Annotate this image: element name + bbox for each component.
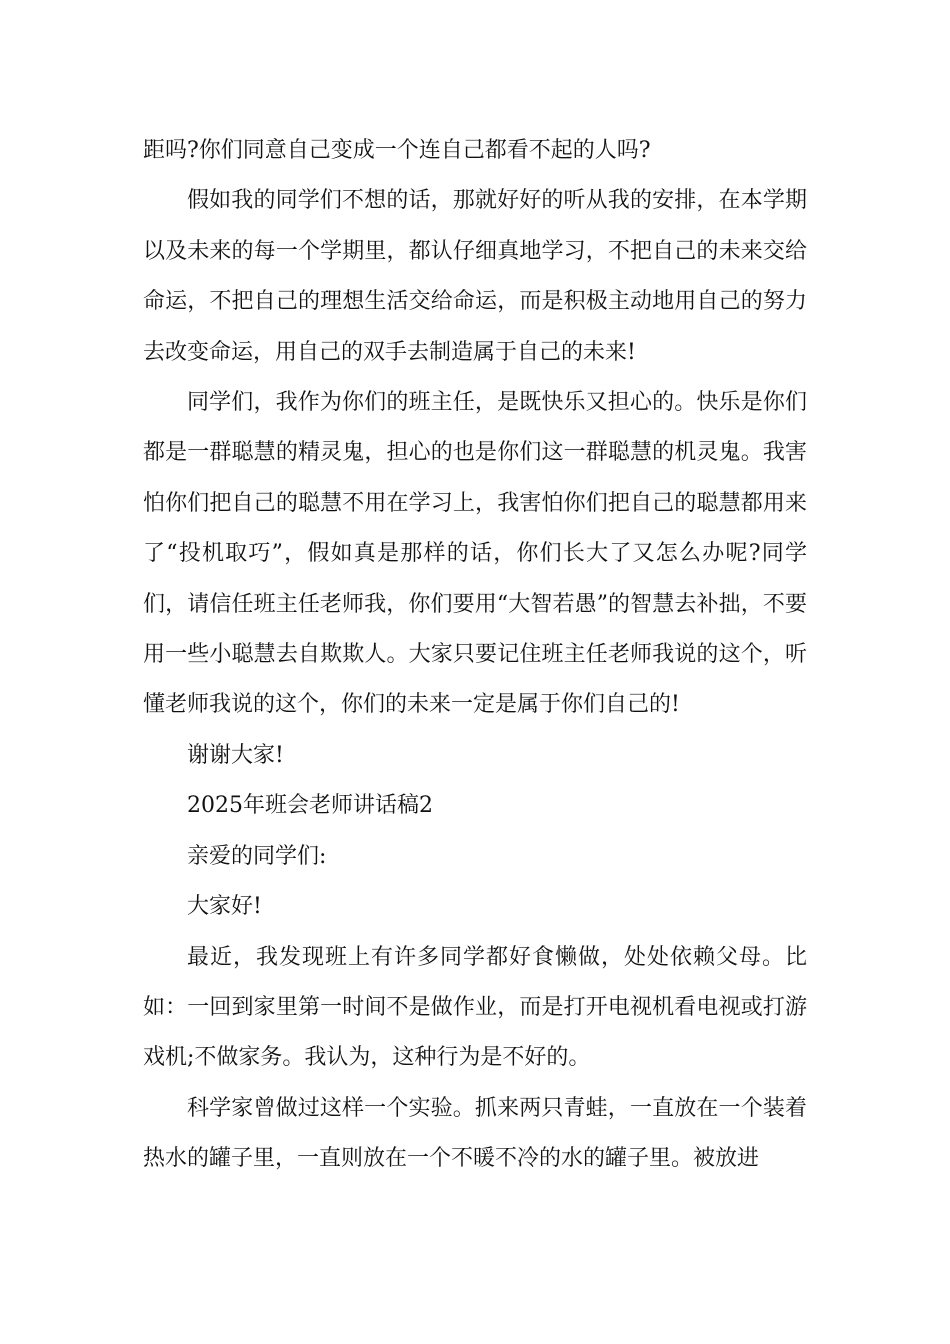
paragraph-4: 最近，我发现班上有许多同学都好食懒做，处处依赖父母。比如：一回到家里第一时间不是做作业，而是打开电视机看电视或打游戏机;不做家务。我认为，这种行为是不好的。 xyxy=(143,944,807,1071)
section-heading: 2025年班会老师讲话稿2 xyxy=(187,793,433,819)
paragraph-5: 科学家曾做过这样一个实验。抓来两只青蛙，一直放在一个装着热水的罐子里，一直则放在一个不暖不冷的水的罐子里。被放进 xyxy=(143,1095,807,1172)
paragraph-1: 距吗?你们同意自己变成一个连自己都看不起的人吗? xyxy=(143,138,651,163)
greeting: 大家好! xyxy=(187,894,262,920)
paragraph-thanks: 谢谢大家! xyxy=(187,742,284,768)
salutation: 亲爱的同学们: xyxy=(187,843,327,869)
paragraph-2: 假如我的同学们不想的话，那就好好的听从我的安排，在本学期以及未来的每一个学期里，都认仔细真地学习，不把自己的未来交给命运，不把自己的理想生活交给命运，而是积极主动地用自己的努力去改变命运，用自己的双手去制造属于自己的未来! xyxy=(143,188,807,365)
document-body xyxy=(143,126,807,1185)
paragraph-3: 同学们，我作为你们的班主任，是既快乐又担心的。快乐是你们都是一群聪慧的精灵鬼，担心的也是你们这一群聪慧的机灵鬼。我害怕你们把自己的聪慧不用在学习上，我害怕你们把自己的聪慧都用来了“投机取巧”，假如真是那样的话，你们长大了又怎么办呢?同学们，请信任班主任老师我，你们要用“大智若愚”的智慧去补拙，不要用一些小聪慧去自欺欺人。大家只要记住班主任老师我说的这个，听懂老师我说的这个，你们的未来一定是属于你们自己的! xyxy=(143,390,807,718)
